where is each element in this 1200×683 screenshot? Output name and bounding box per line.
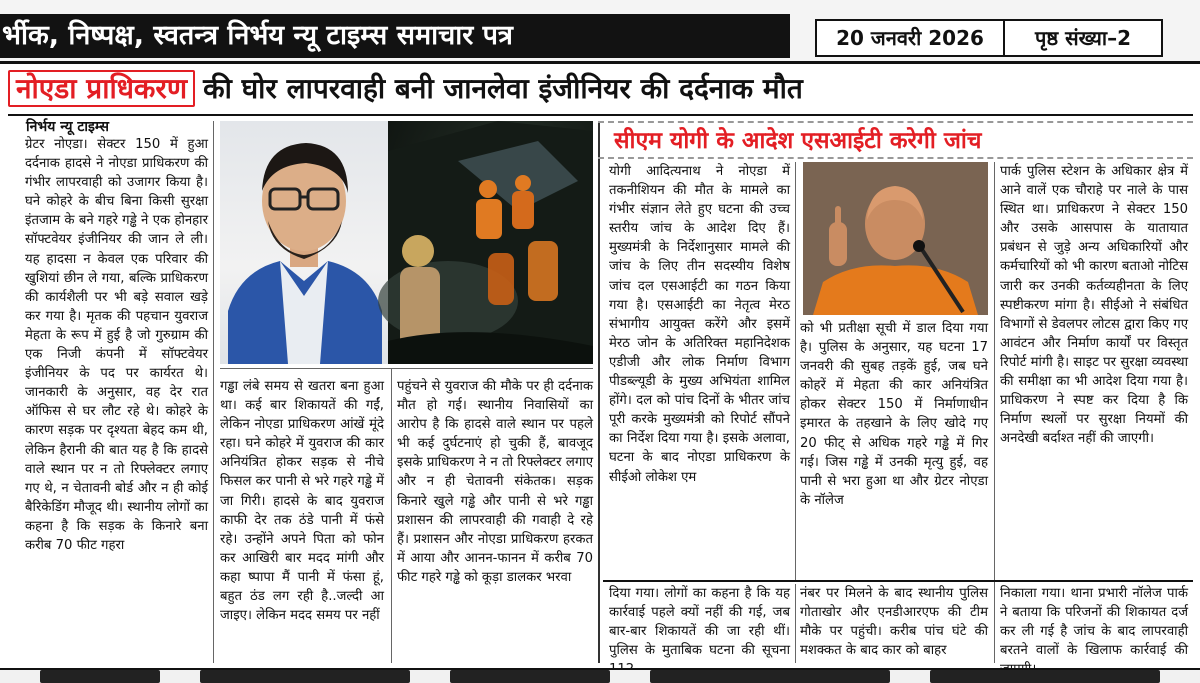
photo-divider (220, 368, 593, 369)
next-headline-fragment (200, 670, 410, 683)
column-divider (391, 369, 392, 663)
headline-rule (8, 114, 1193, 116)
article-column-1: ग्रेटर नोएडा। सेक्टर 150 में हुआ दर्दनाक हादसे ने नोएडा प्राधिकरण की गंभीर लापरवाही को उजागर किया है। घने कोहरे के बीच बिना किसी सुरक्षा इंतजाम के बने गहरे गड्ढे ने एक होनहार सॉफ्टवेयर इंजीनियर की जान ले ली। यह हादसा न केवल एक परिवार की खुशियां छीन ले गया, बल्कि प्राधिकरण की कार्यशैली पर भी बड़े सवाल खड़े कर गया है। मृतक की पहचान युवराज मेहता के रूप में हुई है जो गुरुग्राम की एक निजी कंपनी में सॉफ्टवेयर इंजीनियर के पद पर कार्यरत थे। जानकारी के अनुसार, वह देर रात ऑफिस से घर लौट रहे थे। कोहरे के कारण सड़क पर दृश्यता बेहद कम थी, लेकिन हैरानी की बात यह है कि हादसे वाले स्थान पर न तो रिफ्लेक्टर लगाए गए थे, न चेतावनी बोर्ड और न ही कोई बैरिकेडिंग मौजूद थी। स्थानीय लोगों का कहना है कि सड़क के किनारे बना करीब 70 फीट गहरा (25, 137, 208, 553)
article-column-2a: गड्ढा लंबे समय से खतरा बना हुआ था। कई बार शिकायतें की गईं, लेकिन नोएडा प्राधिकरण आंखें मूंदे रहा। घने कोहरे में युवराज की कार अनियंत्रित होकर सड़क से नीचे फिसल कर पानी से भरे गहरे गड्ढे में जा गिरी। हादसे के बाद युवराज काफी देर तक ठंडे पानी में फंसे रहे। उन्होंने अपने पिता को फोन कर आखिरी बार मदद मांगी और कहा ष्पापा मैं पानी में फंसा हूं, बहुत ठंड लग रही है..जल्दी आ जाइए। लेकिन मदद समय पर नहीं (220, 379, 384, 624)
next-headline-fragment (930, 670, 1160, 683)
victim-photo (220, 121, 388, 364)
article-column-3: योगी आदित्यनाथ ने नोएडा में तकनीशियन की मौत के मामले का गंभीर संज्ञान लेते हुए घटना की उच्च स्तरीय जांच के आदेश दिए हैं। मुख्यमंत्री के निर्देशानुसार मामले की जांच के लिए तीन सदस्यीय विशेष जांच दल एसआईटी का गठन किया गया है। एसआईटी का नेतृत्व मेरठ संभागीय आयुक्त करेंगे और इसमें मेरठ जोन के अतिरिक्त महानिदेशक एडीजी और लोक निर्माण विभाग पीडब्ल्यूडी के मुख्य अभियंता शामिल होंगे। दल को पांच दिनों के भीतर जांच पूरी करके मुख्यमंत्री को रिपोर्ट सौंपने का निर्देश दिया गया है। इसके अलावा, घटना के बाद नोएडा प्राधिकरण के सीईओ लोकेश एम (609, 164, 790, 485)
article-column-5-continued: निकाला गया। थाना प्रभारी नॉलेज पार्क ने बताया कि परिजनों की शिकायत दर्ज कर ली गई है जांच के बाद लापरवाही बरतने वालों के खिलाफ कार्रवाई की (1000, 586, 1188, 659)
rescue-operation-photo (388, 121, 593, 364)
article-column-3-continued: दिया गया। लोगों का कहना है कि यह कार्रवाई पहले क्यों नहीं की गई, जब बार-बार शिकायतें की जा रही थीं। पुलिस के मुताबिक घटना की सूचना (609, 586, 790, 659)
byline: निर्भय न्यू टाइम्स (26, 119, 109, 135)
article-column-4-continued: नंबर पर मिलने के बाद स्थानीय पुलिस गोताखोर और एनडीआरएफ की टीम मौके पर पहुंची। करीब पांच घंटे की मशक्कत के बाद कार को बाहर (800, 586, 988, 659)
next-headline-fragment (450, 670, 610, 683)
article-column-2b: पहुंचने से युवराज की मौके पर ही दर्दनाक मौत हो गई। स्थानीय निवासियों का आरोप है कि हादसे वाले स्थान पर पहले भी कई दुर्घटनाएं हो चुकी हैं, बावजूद इसके प्राधिकरण ने न तो रिफ्लेक्टर लगाए और न ही चेतावनी संकेतक। सड़क किनारे खुले गड्ढे और पानी से भरे गड्ढा प्रशासन की लापरवाही की गवाही दे रहे हैं। प्रशासन और नोएडा प्राधिकरण हरकत में आया और आनन-फानन में करीब 70 फीट गहरे गड्ढे को कूड़ा डालकर भरवा (397, 379, 593, 585)
next-headline-fragment (40, 670, 160, 683)
masthead (0, 0, 1200, 64)
section-divider (598, 121, 600, 663)
column-divider (795, 584, 796, 663)
box-bottom-rule (603, 580, 1193, 582)
subhead-title: सीएम योगी के आदेश एसआईटी करेगी जांच (614, 128, 982, 154)
next-headline-fragment (650, 670, 890, 683)
main-headline (8, 68, 1193, 114)
article-column-5: पार्क पुलिस स्टेशन के अधिकार क्षेत्र में आने वालें एक चौराहे पर नाले के पास स्थित था। प्राधिकरण ने सेक्टर 150 और उसके आसपास के यातायात प्रबंधन से जुड़े अन्य अधिकारियों और कर्मचारियों को भी कारण बताओ नोटिस जारी कर उनकी कर्तव्यहीनता के लिए स्पष्टीकरण मांगा है। सीईओ ने संबंधित विभागों से डेवलपर लोटस द्वारा किए गए आवंटन और निर्माण कार्यों पर विस्तृत रिपोर्ट मांगी है। साइट पर सुरक्षा व्यवस्था की समीक्षा का भी आदेश दिया गया है। प्राधिकरण ने स्पष्ट कर दिया है कि निर्माण स्थलों पर सुरक्षा नियमों की अनदेखी बर्दाश्त नहीं की जाएगी। (1000, 164, 1188, 447)
subhead-box (598, 121, 1193, 159)
person-portrait-icon (220, 121, 388, 364)
issue-date: 20 जनवरी 2026 (815, 19, 1005, 57)
column-divider (994, 162, 995, 663)
page-number: पृष्ठ संख्या–2 (1003, 19, 1163, 57)
cm-photo (803, 162, 988, 315)
column-divider (213, 121, 214, 663)
rescue-scene-icon (388, 121, 593, 364)
headline-rest: की घोर लापरवाही बनी जानलेवा इंजीनियर की दर्दनाक मौत (203, 72, 803, 105)
column-divider (795, 162, 796, 582)
headline-highlight: नोएडा प्राधिकरण (8, 70, 195, 107)
article-column-4: को भी प्रतीक्षा सूची में डाल दिया गया है। पुलिस के अनुसार, यह घटना 17 जनवरी की सुबह तड़कें हुई, जब घने कोहरें में मेहता की कार अनियंत्रित होकर सेक्टर 150 में निर्माणाधीन इमारत के तहखाने के लिए खोदे गए 20 फीट् से अधिक गहरे गड्ढे में गिर गई। जिस गड्ढे में उनकी मृत्यु हुई, वह पानी से भरा हुआ था और ग्रेटर नोएडा के नॉलेज (800, 321, 988, 508)
speaker-portrait-icon (803, 162, 988, 315)
newspaper-tagline: र्भीक, निष्पक्ष, स्वतन्त्र निर्भय न्यू टाइम्स समाचार पत्र (0, 14, 790, 58)
